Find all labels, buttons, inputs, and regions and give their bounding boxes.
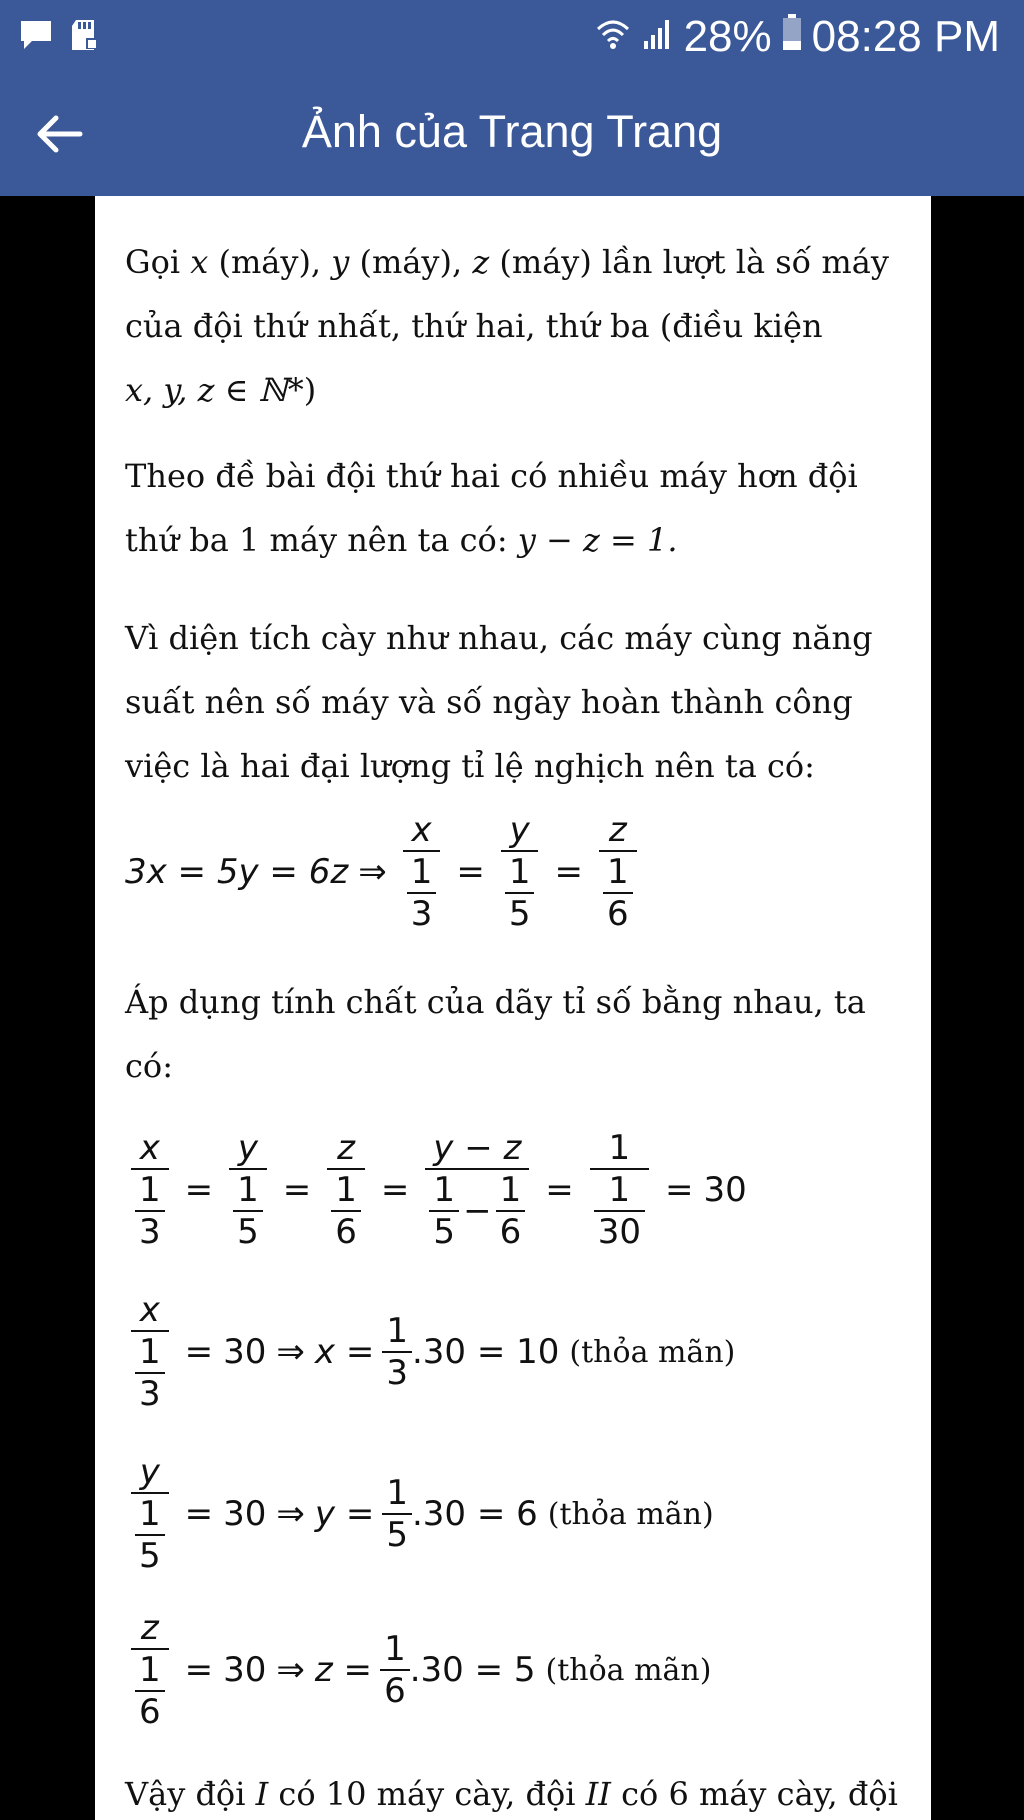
p4-line1: Áp dụng tính chất của dãy tỉ số bằng nhau, ta [125,983,866,1021]
equation-z-value: $\frac{z}{\frac{1}{6}}$ = 30 ⇒ z = $\frac{1}{6}$ .30 = 5 (thỏa mãn) [125,1608,711,1732]
battery-icon [782,12,802,62]
p2-line1: Theo đề bài đội thứ hai có nhiều máy hơn đội [125,457,858,495]
sd-card-icon [68,18,100,57]
paragraph-variables [125,230,889,422]
fraction-x-over-third: $\frac{x}{\frac{1}{3}}$ [403,810,441,934]
p3-line2: suất nên số máy và số ngày hoàn thành công [125,683,853,721]
app-bar [0,74,1024,196]
wifi-icon [596,12,630,62]
battery-percentage: 28% [683,12,772,61]
messenger-notification-icon [18,18,54,57]
page-title: Ảnh của Trang Trang [301,106,723,157]
status-right [596,12,1000,62]
p2-line2: thứ ba 1 máy nên ta có: y − z = 1. [125,521,678,559]
paragraph-inverse-proportion [125,606,873,798]
p1-line2: của đội thứ nhất, thứ hai, thứ ba (điều kiện [125,307,823,345]
p1-line1: Gọi x (máy), y (máy), z (máy) lần lượt là số máy [125,243,889,281]
fraction-y-over-fifth: $\frac{y}{\frac{1}{5}}$ [501,810,539,934]
equation-x-value: $\frac{x}{\frac{1}{3}}$ = 30 ⇒ x = $\frac{1}{3}$ .30 = 10 (thỏa mãn) [125,1290,735,1414]
equation-proportion: 3x = 5y = 6z ⇒ $\frac{x}{\frac{1}{3}}$ = $\frac{y}{\frac{1}{5}}$ = $\frac{z}{\frac{1}{6}}$ [125,810,643,934]
p3-line3: việc là hai đại lượng tỉ lệ nghịch nên ta có: [125,747,815,785]
p3-line1: Vì diện tích cày như nhau, các máy cùng năng [125,619,873,657]
clock: 08:28 PM [811,12,1000,61]
equation-ratio-chain: $\frac{x}{\frac{1}{3}}$ = $\frac{y}{\frac{1}{5}}$ = $\frac{z}{\frac{1}{6}}$ = y − z $\frac{1}{5}$ − $\frac{1}{6}$ = $\frac{1}{\frac{1}{30}}$ = 30 [125,1128,747,1252]
signal-icon [640,12,674,62]
photo-viewer[interactable] [95,196,931,1820]
p4-line2: có: [125,1047,173,1085]
paragraph-ratio-property [125,970,866,1098]
equation-y-value: $\frac{y}{\frac{1}{5}}$ = 30 ⇒ y = $\frac{1}{5}$ .30 = 6 (thỏa mãn) [125,1452,714,1576]
status-left-icons [18,18,100,57]
paragraph-conclusion: Vậy đội I có 10 máy cày, đội II có 6 máy cày, đội [125,1775,898,1813]
fraction-z-over-sixth: $\frac{z}{\frac{1}{6}}$ [599,810,637,934]
p1-line3: x, y, z ∈ ℕ*) [125,371,317,409]
fraction-difference: y − z $\frac{1}{5}$ − $\frac{1}{6}$ [425,1128,529,1252]
status-bar [0,0,1024,74]
paragraph-condition [125,444,858,572]
